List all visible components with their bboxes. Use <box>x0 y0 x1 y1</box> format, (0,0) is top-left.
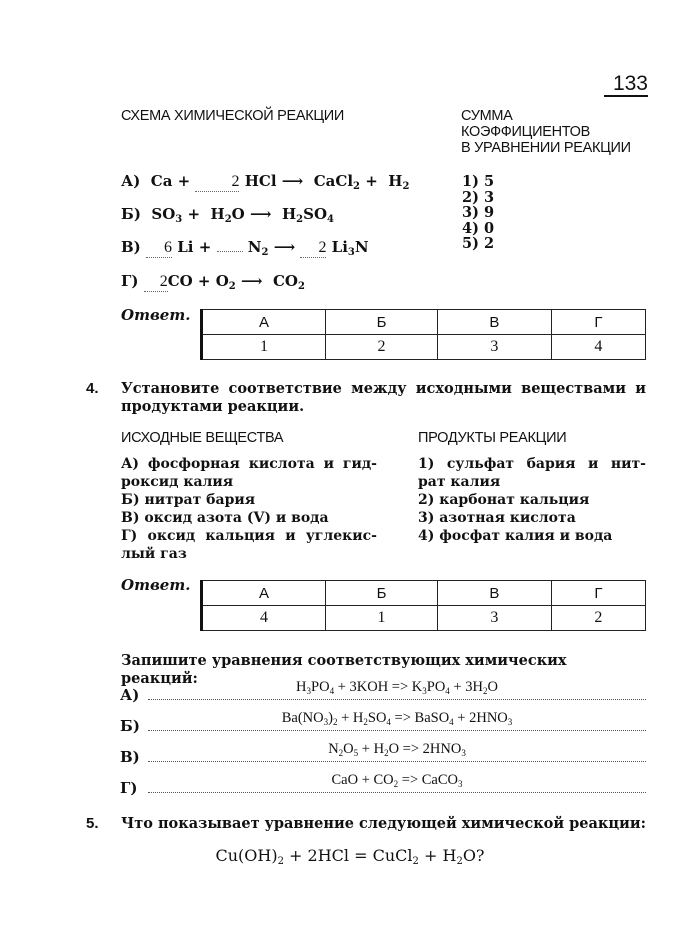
answer-table-task3 <box>200 309 646 360</box>
subscript: 2 <box>402 181 410 192</box>
scheme-text: N <box>354 238 369 256</box>
equation-part: + 3KOH => K <box>334 679 423 695</box>
answer-dotted-line <box>148 761 646 762</box>
subscript: 3 <box>422 686 427 696</box>
arrow-icon: ⟶ <box>273 238 296 256</box>
task4-question-line1: Установите соответствие между исходными веществами и <box>121 380 646 397</box>
subscript: 3 <box>461 748 466 758</box>
subscript: 4 <box>327 214 334 225</box>
equation-part: + H <box>358 741 385 757</box>
scheme-label: Г) <box>121 272 139 290</box>
answer-value-cell[interactable]: 2 <box>551 606 645 631</box>
subscript: 2 <box>297 281 305 292</box>
scheme-text: Li <box>331 238 348 256</box>
sum-option: 4) 0 <box>462 219 495 237</box>
answer-header-cell: А <box>202 581 326 606</box>
equation-part: O <box>343 741 354 757</box>
answer-value-cell[interactable]: 4 <box>551 335 645 360</box>
equation-text[interactable] <box>148 710 646 727</box>
subscript: 4 <box>449 717 454 727</box>
coefficient-field[interactable]: 2 <box>300 239 326 258</box>
scheme-text: H <box>210 205 225 223</box>
product-item-cont: рат калия <box>418 474 501 490</box>
equation-row-v <box>120 738 646 766</box>
equation-part: Ba(NO <box>281 710 324 726</box>
answer-dotted-line <box>148 730 646 731</box>
scheme-text: SO <box>151 205 176 223</box>
product-item: 4) фосфат калия и вода <box>418 528 613 544</box>
subscript: 3 <box>306 686 312 696</box>
equation-part: => BaSO <box>390 710 450 726</box>
equation-label: Б) <box>120 717 140 735</box>
arrow-icon: ⟶ <box>249 205 272 223</box>
subscript: 2 <box>393 779 399 789</box>
reactant-item-cont: роксид калия <box>121 474 234 490</box>
answer-header-cell: Г <box>551 310 645 335</box>
scheme-text: + <box>365 172 378 190</box>
reactants-list <box>121 455 377 563</box>
equation-part: O? <box>462 846 485 865</box>
answer-dotted-line <box>148 792 646 793</box>
coefficient-field[interactable]: 6 <box>146 239 172 258</box>
equation-row-a <box>120 676 646 704</box>
scheme-g <box>121 272 305 292</box>
reactant-item: В) оксид азота (V) и вода <box>121 510 329 526</box>
sum-header-line: КОЭФФИЦИЕНТОВ <box>461 124 591 140</box>
answer-label: Ответ. <box>121 576 191 594</box>
products-header: ПРОДУКТЫ РЕАКЦИИ <box>418 430 567 446</box>
subscript: 4 <box>329 686 335 696</box>
task-number: 4. <box>86 380 99 397</box>
equation-part: ) <box>328 710 333 726</box>
sum-options-list <box>462 174 494 252</box>
answer-dotted-line <box>148 699 646 700</box>
subscript: 2 <box>353 181 360 192</box>
scheme-text: H <box>388 172 403 190</box>
scheme-text: CaCl <box>313 172 354 190</box>
equation-part: + H <box>337 710 364 726</box>
products-list <box>418 455 646 545</box>
equation-part: + H <box>418 846 457 865</box>
equation-part: CaO + CO <box>331 772 394 788</box>
product-item: 3) азотная кислота <box>418 510 576 526</box>
page-number-rule <box>604 95 648 97</box>
task5-equation <box>0 846 700 865</box>
task-number: 5. <box>86 815 99 832</box>
subscript: 2 <box>412 856 419 867</box>
scheme-text: CO + O <box>167 272 229 290</box>
subscript: 3 <box>347 247 355 258</box>
answer-value-cell[interactable]: 4 <box>202 606 326 631</box>
answer-header-cell: Б <box>326 310 438 335</box>
scheme-label: А) <box>121 172 141 190</box>
reactant-item: А) фосфорная кислота и гид- <box>121 456 377 472</box>
scheme-text: SO <box>303 205 328 223</box>
equation-part: SO <box>367 710 387 726</box>
equation-part: + 3H <box>449 679 483 695</box>
arrow-icon: ⟶ <box>241 272 263 290</box>
equation-label: Г) <box>120 779 138 797</box>
equation-part: PO <box>311 679 330 695</box>
product-item: 1) сульфат бария и нит- <box>418 456 646 472</box>
equation-part: O <box>487 679 498 695</box>
answer-value-cell[interactable]: 3 <box>438 335 552 360</box>
arrow-icon: ⟶ <box>281 172 304 190</box>
subscript: 2 <box>224 214 232 225</box>
scheme-v <box>121 238 369 258</box>
equation-label: В) <box>120 748 140 766</box>
subscript: 2 <box>261 247 269 258</box>
page-number: 133 <box>612 72 648 95</box>
answer-header-cell: Г <box>551 581 645 606</box>
equation-part: + 2HCl = CuCl <box>283 846 413 865</box>
reactant-item-cont: лый газ <box>121 546 187 562</box>
subscript: 2 <box>296 214 304 225</box>
scheme-column-header: СХЕМА ХИМИЧЕСКОЙ РЕАКЦИИ <box>121 108 345 124</box>
equation-row-g <box>120 769 646 797</box>
scheme-label: Б) <box>121 205 141 223</box>
scheme-text: H <box>281 205 297 223</box>
equation-part: N <box>328 741 339 757</box>
scheme-text: Ca + <box>150 172 191 190</box>
answer-header-cell: А <box>202 310 326 335</box>
subscript: 2 <box>456 856 463 867</box>
sum-column-header <box>461 108 631 156</box>
subscript: 2 <box>363 717 368 727</box>
equation-text[interactable] <box>148 772 646 789</box>
subscript: 5 <box>353 748 359 758</box>
equation-row-b <box>120 707 646 735</box>
subscript: 2 <box>482 686 488 696</box>
subscript: 3 <box>175 214 183 225</box>
scheme-text: CO <box>272 272 298 290</box>
subscript: 4 <box>445 686 450 696</box>
reactant-item: Г) оксид кальция и углекис- <box>121 528 377 544</box>
scheme-text: + <box>187 205 201 223</box>
product-item: 2) карбонат кальция <box>418 492 590 508</box>
answer-value-cell[interactable]: 1 <box>202 335 326 360</box>
equation-part: + 2HNO <box>453 710 508 726</box>
scheme-label: В) <box>121 238 141 256</box>
reactants-header: ИСХОДНЫЕ ВЕЩЕСТВА <box>121 430 284 446</box>
subscript: 3 <box>458 779 463 789</box>
answer-header-cell: В <box>438 581 552 606</box>
equation-text[interactable] <box>148 679 646 696</box>
reactant-item: Б) нитрат бария <box>121 492 256 508</box>
scheme-text: N <box>247 238 262 256</box>
answer-value-cell[interactable]: 2 <box>326 335 438 360</box>
sum-option: 3) 9 <box>462 204 495 221</box>
scheme-b <box>121 205 334 223</box>
task4-question-line2: продуктами реакции. <box>121 398 305 415</box>
equation-label: А) <box>120 686 140 704</box>
subscript: 2 <box>332 717 338 727</box>
equation-part: Cu(OH) <box>215 846 278 865</box>
answer-header-cell: Б <box>326 581 438 606</box>
subscript: 2 <box>338 748 344 758</box>
answer-value-cell[interactable]: 1 <box>326 606 438 631</box>
task5-question: Что показывает уравнение следующей химической реакции: <box>121 815 646 832</box>
sum-option: 5) 2 <box>462 235 495 252</box>
sum-option: 1) 5 <box>462 173 495 190</box>
equation-part: => CaCO <box>398 772 458 788</box>
equations-prompt: Запишите уравнения соответствующих химических реакций: <box>121 652 567 687</box>
coefficient-field[interactable]: 2 <box>195 173 239 192</box>
sum-header-line: В УРАВНЕНИИ РЕАКЦИИ <box>461 140 631 156</box>
answer-table-task4 <box>200 580 646 631</box>
answer-header-cell: В <box>438 310 552 335</box>
subscript: 2 <box>277 856 284 867</box>
subscript: 2 <box>228 281 236 292</box>
subscript: 3 <box>507 717 513 727</box>
sum-header-line: СУММА <box>461 108 513 124</box>
answer-label: Ответ. <box>121 306 191 324</box>
subscript: 2 <box>384 748 389 758</box>
coefficient-field[interactable] <box>217 251 243 252</box>
subscript: 4 <box>386 717 391 727</box>
answer-value-cell[interactable]: 3 <box>438 606 552 631</box>
scheme-text: O <box>231 205 245 223</box>
coefficient-field[interactable]: 2 <box>144 273 168 292</box>
scheme-text: Li + <box>177 238 212 256</box>
scheme-text: HCl <box>244 172 277 190</box>
equation-part: H <box>296 679 307 695</box>
scheme-a <box>121 172 409 192</box>
equation-part: PO <box>426 679 446 695</box>
subscript: 3 <box>323 717 329 727</box>
sum-option: 2) 3 <box>462 188 495 206</box>
equation-text[interactable] <box>148 741 646 758</box>
equation-part: O => 2HNO <box>388 741 462 757</box>
